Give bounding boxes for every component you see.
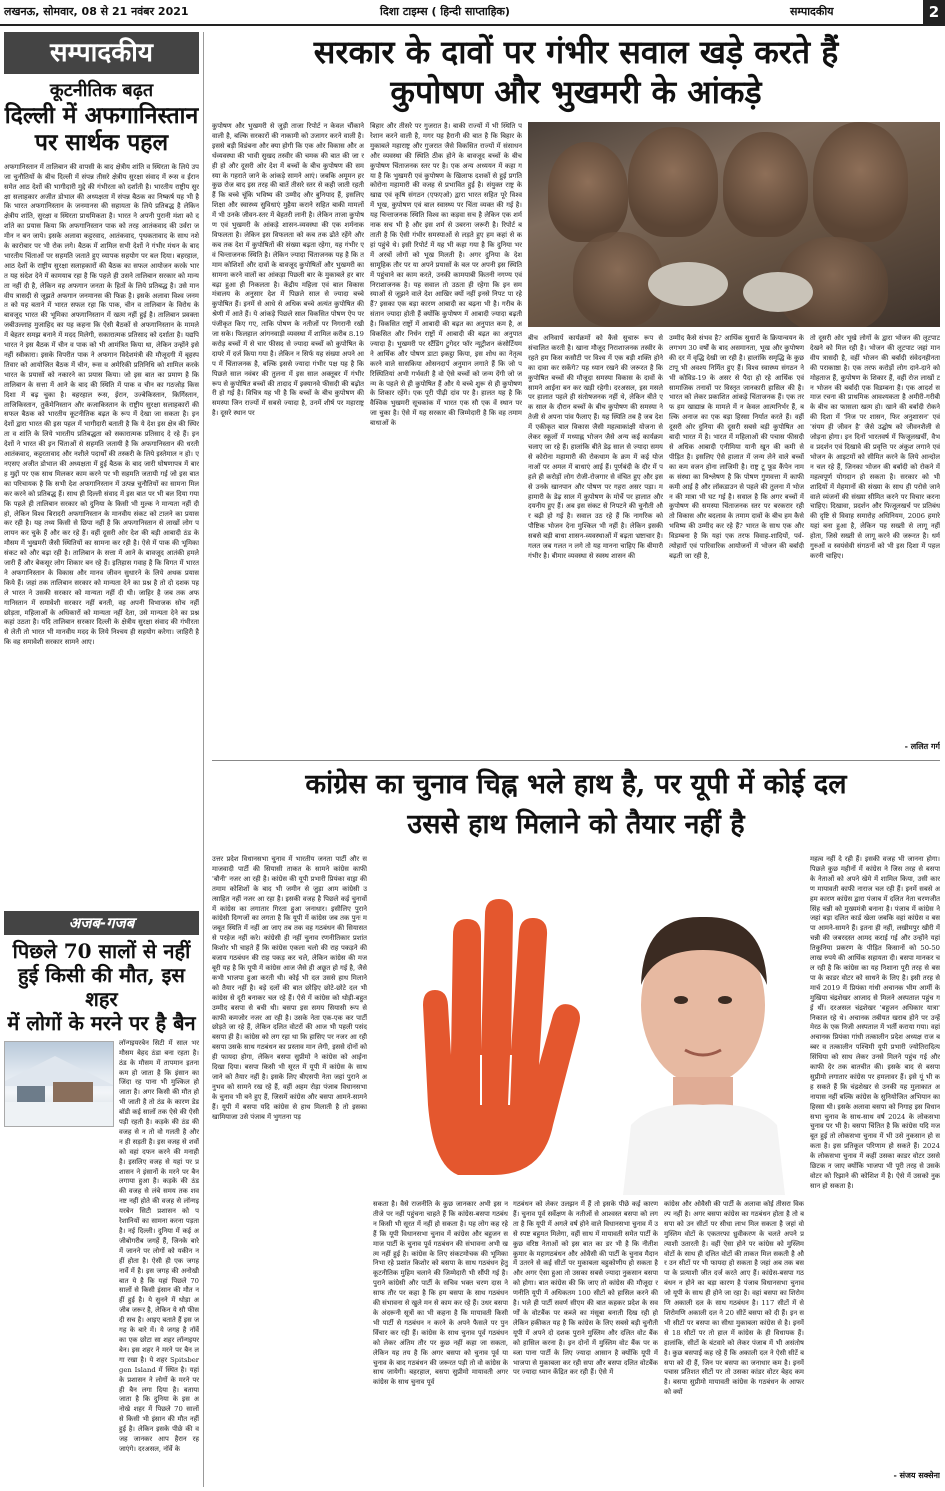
main-story-signature: - ललित गर्ग	[904, 741, 940, 751]
main-headline	[212, 32, 940, 112]
congress-col-5: महत्व नहीं दे रही हैं। इसकी वजह भी जानना होगा। पिछले कुछ महीनों में कांग्रेस ने जिस तरह से बसपा के नेताओं को अपने खेमे में शामिल किया, उसी कारण मायावती काफी नाराज चल रही हैं। इनमें सबसे अहम कारण कांग्रेस द्वारा पंजाब में दलित नेता चरणजीत सिंह चन्नी को मुख्यमंत्री बनाना है। पंजाब में कांग्रेस ने जहां बड़ा दलित कार्ड खेला जबकि वहां कांग्रेस व बसपा आमने-सामने हैं। इतना ही नहीं, लखीमपुर खीरी में चन्नी की जबरदस्त आमद कराई गई और उन्होंने यहां तिकुनिया प्रकरण के पीड़ित किसानों को 50-50 लाख रुपये की आर्थिक सहायता दी। बसपा मानकर चल रही है कि कांग्रेस का यह निशाना पूरी तरह से बसपा के काडर वोटर को साधने के लिए है। इसी तरह से मार्च 2019 में प्रियंका गांधी अचानक भीम आर्मी के मुखिया चंद्रशेखर आजाद से मिलने अस्पताल पहुंच गई थीं। दरअसल चंद्रशेखर 'बहुजन अधिकार यात्रा' निकाल रहे थे। अचानक तबीयत खराब होने पर उन्हें मेरठ के एक निजी अस्पताल में भर्ती कराया गया। वहां अचानक प्रियंका गांधी तत्कालीन प्रदेश अध्यक्ष राज बब्बर व तत्कालीन पश्चिमी यूपी प्रभारी ज्योतिरादित्य सिंधिया को साथ लेकर उनसे मिलने पहुंच गई और काफी देर तक बातचीत की। इसके बाद से बसपा सुप्रीमो लगातार कांग्रेस पर हमलावर हैं। इसे यूं भी कह सकते हैं कि चंद्रशेखर से उनकी यह मुलाकात अनायास नहीं बल्कि कांग्रेस के सुनियोजित अभियान का हिस्सा थी। इसके अलावा बसपा को निगाह इस विधानसभा चुनाव के साथ-साथ वर्ष 2024 के लोकसभा चुनाव पर भी है। बसपा चिंतित है कि कांग्रेस यदि मजबूत हुई तो लोकसभा चुनाव में भी उसे नुकसान हो सकता है। इस प्रतिकूल परिणाम हो सकते हैं। 2024 के लोकसभा चुनाव में कहीं उसका काडर वोटर उससे छिटक न जाए क्योंकि भाजपा भी पूरी तरह से उसके वोटर को रिझाने की कोशिश में है। ऐसे में उसको नुकसान हो सकता है।	[810, 855, 940, 1190]
congress-col-2: सकता है। वैसे राजनीति के कुछ जानकार अभी इस नतीजे पर नहीं पहुंचना चाहते हैं कि कांग्रेस-बसपा गठबंधन किसी भी सूरत में नहीं हो सकता है। यह लोग कह रहे हैं कि यूपी विधानसभा चुनाव में कांग्रेस और बहुजन समाज पार्टी के चुनाव पूर्व गठबंधन की संभावना अभी खत्म नहीं हुई है। कांग्रेस के लिए संकटमोचक की भूमिका निभा रहे प्रशांत किशोर को बसपा के साथ गठबंधन हेतु कूटनीतिक मुहिम चलाने की जिम्मेदारी भी सौंपी गई है। पुराने कांग्रेसी और पार्टी के सचिव भक्त चरण दास ने साफ तौर पर कहा है कि हम बसपा के साथ गठबंधन की संभावना से खुले मन से काम कर रहे हैं। उधर बसपा के अंदरूनी सूत्रों का भी कहना है कि मायावती किसी भी पार्टी से गठबंधन न करने के अपने फैसले पर पुनर्विचार कर रही हैं। कांग्रेस के साथ चुनाव पूर्व गठबंधन को लेकर अंतिम तौर पर कुछ नहीं कहा जा सकता, लेकिन यह तय है कि अगर बसपा को चुनाव पूर्व या चुनाव के बाद गठबंधन की जरूरत पड़ी तो वो कांग्रेस के साथ जायेगी। बहरहाल, बसपा सुप्रीमो मायावती अगर कांग्रेस के साथ चुनाव पूर्व	[373, 1200, 508, 1387]
page-number: 2	[923, 0, 945, 24]
editorial-body: अफगानिस्तान में तालिबान की वापसी के बाद क्षेत्रीय शांति व स्थिरता के लिये उपजा चुनौतियों के बीच दिल्ली में संपन्न तीसरे क्षेत्रीय सुरक्षा संवाद में रूस व ईरान समेत आठ देशों की भागीदारी मुद्दे की गंभीरता को दर्शाती है। भारतीय राष्ट्रीय सुरक्षा सलाहकार अजीत डोभाल की अध्यक्षता में संपन्न बैठक का निष्कर्ष यह भी है कि भारत अफगानिस्तान के जनमानस की सहायता के लिये प्रतिबद्ध है लेकिन क्षेत्रीय शांति, सुरक्षा व स्थिरता प्राथमिकता है। भारत ने अपनी पुरानी मंशा को दर्शाते का प्रयास किया कि अफगानिस्तान पाक को तरह आतंकवाद की उर्वरा जमीन न बन जाये। इसके अलावा कट्टरवाद, आतंकवाद, पृथकतावाद के साथ नशे के कारोबार पर भी रोक लगे। बैठक में शामिल सभी देशों ने गंभीर मंथन के बाद भारतीय चिंताओं पर सहमति जताते हुए व्यापक सहयोग पर बल दिया। बहरहाल, आठ देशों के राष्ट्रीय सुरक्षा सलाहकारों की बैठक का सफल आयोजन करके भारत यह संदेश देने में कामयाब रहा है कि पहले ही उसने तालिबान सरकार को मान्यता नहीं दी है, लेकिन वह अफगान जनता के हितों के लिये प्रतिबद्ध है। उसे मानवीय त्रासदी से जूझते अफगान जनमानस की फिक्र है। इसके अलावा विश्व जनमत को यह बताने में भारत सफल रहा कि पाक, चीन व तालिबान के विरोध के बावजूद भारत की भूमिका अफगानिस्तान में खत्म नहीं हुई है। तालिबान प्रवक्ता जबीउल्लाह मुजाहिद का यह कहना कि ऐसी बैठकों से अफगानिस्तान के मामले में बेहतर समझ बनाने में मदद मिलेगी, सकारात्मक प्रतिसाद को दर्शाता है। यद्यपि भारत ने इस बैठक में चीन व पाक को भी आमंत्रित किया था, लेकिन उन्होंने इसे नहीं स्वीकारा। इसके विपरीत पाक ने अफगान विदेशमंत्री की मौजूदगी में बृहस्पतिवार को आयोजित बैठक में चीन, रूस व अमेरिकी प्रतिनिधि को शामिल करके भारत के प्रयासों को नकारने का प्रयास किया। जो इस बात का प्रमाण है कि तालिबान के सत्ता में आने के बाद की स्थिति में पाक व चीन का गठजोड़ किस दिशा में बढ़ चुका है। बहरहाल रूस, ईरान, उज्बेकिस्तान, किर्गिस्तान, ताजिकिस्तान, तुर्केमेनिस्तान और कजाकिस्तान के राष्ट्रीय सुरक्षा सलाहकारों की सफल बैठक को भारतीय कूटनीतिक बढ़त के रूप में देखा जा सकता है। इन देशों द्वारा भारत की इस पहल में भागीदारी बताती है कि ये देश इस क्षेत्र की स्थिरता व शांति के लिये भारतीय प्रतिबद्धता को सकारात्मक प्रतिसाद दे रहे हैं। इन देशों ने भारत की इन चिंताओं से सहमति जतायी है कि अफगानिस्तान की धरती आतंकवाद, कट्टरतावाद और नशीले पदार्थों की तस्करी के लिये इस्तेमाल न हो। एनएसए अजीत डोभाल की अध्यक्षता में हुई बैठक के बाद जारी घोषणापत्र में बारह मुद्दों पर एक साथ मिलकर काम करने पर भी सहमति जतायी गई जो इस बात का परिचायक है कि सभी देश अफगानिस्तान में उत्पन्न चुनौतियों का सामना मिलकर करने को प्रतिबद्ध हैं। साथ ही दिल्ली संवाद में इस बात पर भी बल दिया गया कि पहले ही तालिबान सरकार को दुनिया के किसी भी मुल्क ने मान्यता नहीं दी हो, लेकिन विश्व बिरादरी अफगानिस्तान के मानवीय संकट को टालने का प्रयास कर रही है। यह तथ्य किसी से छिपा नहीं है कि अफगानिस्तान से लाखों लोग पलायन कर चुके हैं और कर रहे हैं। वहीं दूसरी ओर देश की बड़ी आबादी ठंड के मौसम में भुखमरी जैसी स्थितियों का सामना कर रही है। ऐसे में पाक की भूमिका संकट को और बढ़ा रही है। तालिबान के सत्ता में आने के बावजूद आतंकी हमले जारी हैं और बेकसूर लोग शिकार बन रहे हैं। इतिहास गवाह है कि विगत में भारत ने अफगानिस्तान के विकास और मानव जीवन सुधारने के लिये अथक प्रयास किये हैं। जहां तक तालिबान सरकार को मान्यता देने का प्रश्न है तो दो दशक पहले भारत ने उसकी सरकार को मान्यता नहीं दी थी। जाहिर है जब तक अफगानिस्तान में समावेशी सरकार नहीं बनती, वह अपनी विभाजक सोच नहीं छोड़ता, महिलाओं के अधिकारों को मान्यता नहीं देता, उसे मान्यता देने का प्रश्न कहां उठता है। यदि तालिबान सरकार दिल्ली के क्षेत्रीय सुरक्षा संवाद की गंभीरता से लेती तो भारत भी मानवीय मदद के लिये निश्चय ही सहयोग करेगा। जाहिरी है कि वह समावेशी सरकार सामने आए।	[4, 162, 199, 647]
congress-col-3: गठबंधन को लेकर उलझन में हैं तो इसके पीछे कई कारण हैं। चुनाव पूर्व सर्वेक्षण के नतीजों से आश्वस्त बसपा को लगता है कि यूपी में अगले वर्ष होने वाले विधानसभा चुनाव में उसे स्पष्ट बहुमत मिलेगा, वहीं साथ में मायावती समेत पार्टी के कुछ वरिष्ठ नेताओं को इस बात का डर भी है कि नीतीश कुमार के महागठबंधन और ओवैसी की पार्टी के चुनाव मैदान में उतरने से कई सीटों पर मुकाबला बहुकोणीय हो सकता है और अगर ऐसा हुआ तो उसका सबसे ज्यादा नुकसान बसपा को होगा। बात कांग्रेस की कि जाए तो कांग्रेस की मौजूदा रणनीति यूपी में अधिकतम 100 सीटों को हासिल करने की है। भले ही पार्टी सवर्ण सीएम की बात कहकर प्रदेश के सवर्णों के वोटबैंक पर कब्जे का मंसूबा बनाती दिख रही हो लेकिन हकीकत यह है कि कांग्रेस के लिए सबसे बड़ी चुनौती यूपी में अपने दो दशक पुराने मुस्लिम और दलित वोट बैंक को हासिल करना है। इन दोनों में मुस्लिम वोट बैंक पर कब्जा पाना पार्टी के लिए ज्यादा आसान है क्योंकि यूपी में भाजपा से मुकाबला कर रही सपा और बसपा दलित वोटबैंक पर ज्यादा ध्यान केंद्रित कर रही हैं। ऐसे में	[513, 1200, 658, 1377]
main-headline-line-1: सरकार के दावों पर गंभीर सवाल खड़े करते हैं	[313, 33, 839, 71]
headline-line-2: दिल्ली में अफगानिस्तान	[4, 101, 199, 129]
congress-headline	[212, 765, 940, 845]
congress-signature: - संजय सक्सेना	[893, 1470, 940, 1480]
ajab-headline-2: हुई किसी की मौत, इस शहर	[18, 962, 185, 1011]
ajab-headline	[4, 939, 199, 1035]
headline-line-1: कूटनीतिक बढ़त	[49, 80, 154, 101]
ajab-headline-1: पिछले 70 सालों से नहीं	[12, 938, 191, 963]
main-story-col-3: बीच अनिवार्य कार्यक्रमों को कैसे सुचारू रूप से संचालित करती है। खाना मौजूद निराशाजनक तस्वीर के रहते हम किस कसौटी पर विश्व में एक बड़ी शक्ति होने का दावा कर सकेंगे? यह ध्यान रखने की जरूरत है कि कुपोषित बच्चों की मौजूदा समस्या विकास के दावों के सामने आईना बन कर खड़ी रहेगी। दरअसल, इस मसले पर हालात पहले ही संतोषजनक नहीं थे, लेकिन बीते एक साल के दौरान बच्चों के बीच कुपोषण की समस्या ने तेजी से अपना पांव फैलाए हैं। यह स्थिति तब है जब देश में एकीकृत बाल विकास जैसी महत्वाकांक्षी योजना से लेकर स्कूलों में मध्याह्न भोजन जैसे अन्य कई कार्यक्रम चलाए जा रहे हैं। हालांकि बीते डेढ़ साल से ज्यादा समय से कोरोना महामारी की रोकथाम के क्रम में कई योजनाओं पर अमल में बाधाएं आई हैं। पूर्णबंदी के दौर में पहले ही करोड़ों लोग रोजी-रोजगार से वंचित हुए और इससे उनके खानपान और पोषण पर गहरा असर पड़ा। महामारी के डेढ़ साल में कुपोषण के मोर्चे पर हालात और दयनीय हुए हैं। अब इस संकट से निपटने की चुनौती और बढ़ी हो गई है। सवाल उठ रहे हैं कि नागरिक को पौष्टिक भोजन देना मुश्किल भी नहीं है। लेकिन इसकी सबसे बड़ी बाधा शासन-व्यवस्थाओं में बढ़ता भ्रष्टाचार है। गलत जब गलत न लगे तो यह मानना चाहिए कि बीमारी गंभीर है। बीमार व्यवस्था से स्वस्थ शासन की	[528, 334, 663, 560]
headline-line-3: पर सार्थक पहल	[34, 129, 169, 157]
main-headline-line-2: कुपोषण और भुखमरी के आंकड़े	[390, 73, 762, 111]
section-title: सम्पादकीय	[4, 32, 199, 74]
congress-headline-line-2: उससे हाथ मिलाने को तैयार नहीं है	[407, 809, 745, 840]
congress-col-1: उत्तर प्रदेश विधानसभा चुनाव में भारतीय जनता पार्टी और समाजवादी पार्टी की सियासी ताकत के सामने कांग्रेस काफी 'बौनी' नजर आ रही है। कांग्रेस की यूपी प्रभारी प्रियंका वाड्रा की तमाम कोशिशों के बाद भी जमीन से जुड़ा आम कांग्रेसी उत्साहित नहीं नजर आ रहा है। इसकी वजह है पिछले कई चुनावों में कांग्रेस का लगातार गिरता हुआ जनाधार। इसीलिए पुराने कांग्रेसी दिग्गजों का लगता है कि यूपी में कांग्रेस जब तक पुनः मजबूत स्थिति में नहीं आ जाए तब तक वह गठबंधन की सियासत से परहेज नहीं करे। कांग्रेसी ही नहीं चुनाव रणनीतिकार प्रशांत किशोर भी चाहते हैं कि कांग्रेस एकला चलो की राह पकड़ने की बजाय गठबंधन की राह पकड़ कर चले, लेकिन कांग्रेस की मजबूरी यह है कि यूपी में कांग्रेस आज जैसे ही अछूत हो गई है, जैसे कभी भाजपा हुआ करती थी। कोई भी दल उससे हाथ मिलाने को तैयार नहीं है। बड़े दलों की बात छोड़िए छोटे-छोटे दल भी कांग्रेस से दूरी बनाकर चल रहे हैं। ऐसे में कांग्रेस को थोड़ी-बहुत उम्मीद बसपा से बची थी। बसपा इस समय सियासी रूप से काफी कमजोर नजर आ रही है। उसके नेता एक-एक कर पार्टी छोड़ते जा रहे हैं, लेकिन दलित वोटरों की आज भी पहली पसंद बसपा ही है। कांग्रेस को लग रहा था कि हासिए पर नजर आ रही बसपा उसके साथ गठबंधन का प्रस्ताव मान लेगी, इससे दोनों को ही फायदा होगा, लेकिन बसपा सुप्रीमो ने कांग्रेस को आईना दिखा दिया। बसपा किसी भी सूरत में यूपी में कांग्रेस के साथ जाने को तैयार नहीं है। इसके लिए बीएसपी नेता जहां पुराने अनुभव को सामने रख रहे हैं, वहीं अहम रोड़ा पंजाब विधानसभा के चुनाव भी बने हुए हैं, जिसमें कांग्रेस और बसपा आमने-सामने हैं। यूपी में बसपा यदि कांग्रेस से हाथ मिलाती है तो इसका खामियाजा उसे पंजाब में भुगतना पड़	[212, 855, 367, 1121]
congress-headline-line-1: कांग्रेस का चुनाव चिह्न भले हाथ है, पर यूपी में कोई दल	[305, 769, 847, 800]
editorial-column	[4, 32, 204, 1487]
main-story-col-5: तो दूसरी ओर भूखे लोगों के द्वारा भोजन की लूटपाट देखने को मिल रही है। भोजन की लूटपाट जहां मानवीय त्रासदी है, वहीं भोजन की बर्बादी संवेदनहीनता की पराकाष्ठा है। एक तरफ करोड़ों लोग दाने-दाने को मोहताज हैं, कुपोषण के शिकार हैं, वहीं रोज लाखों टन भोजन की बर्बादी एक विडम्बना है। एक आदर्श समाज रचना की प्राथमिक आवश्यकता है अमीरी-गरीबी के बीच का फासला खत्म हो। खाने की बर्बादी रोकने की दिशा में 'निज पर शासन, फिर अनुशासन' एवं 'संयम ही जीवन है' जैसे उद्घोष को जीवनशैली से जोड़ना होगा। इन दिनों भारतवर्ष में फिजूलखर्ची, वैभव प्रदर्शन एवं दिखावे की प्रवृत्ति पर अंकुश लगाने एवं भोजन के आइटमों को सीमित करने के लिये आन्दोलन चल रहे हैं, जिनका भोजन की बर्बादी को रोकने में महत्वपूर्ण योगदान हो सकता है। सरकार को भी शादियों में मेहमानों की संख्या के साथ ही परोसे जाने वाले व्यंजनों की संख्या सीमित करने पर विचार करना चाहिए। दिखावा, प्रदर्शन और फिजूलखर्च पर प्रतिबंध की दृष्टि से विवाह समारोह अधिनियम, 2006 हमारे यहां बना हुआ है, लेकिन यह सख्ती से लागू नहीं होता, जिसे सख्ती से लागू करने की जरूरत है। धर्मगुरुओं व स्वयंसेवी संगठनों को भी इस दिशा में पहल करनी चाहिए।	[810, 334, 940, 560]
congress-photo	[373, 855, 805, 1195]
ajab-gajab-band: अजब-गजब	[4, 911, 199, 935]
masthead-section: सम्पादकीय	[790, 5, 834, 18]
congress-col-4: कांग्रेस और ओवैसी की पार्टी के अलावा कोई तीसरा विकल्प नहीं है। अगर बसपा कांग्रेस का गठबंधन होता है तो बसपा को उन सीटों पर सीधा लाभ मिल सकता है जहां वो मुस्लिम वोटों के एकतरफा ध्रुवीकरण के चलते अपने प्रत्याशी उतारती है। वहीं ऐसा होने पर कांग्रेस को मुस्लिम वोटों के साथ ही दलित वोटों की ताकत मिल सकती है और उन सीटों पर भी फायदा हो सकता है जहां अब तक बसपा के प्रत्याशी जीत दर्ज करते आए हैं। कांग्रेस-बसपा गठबंधन न होने का बड़ा कारण है पंजाब विधानसभा चुनाव जो यूपी के साथ ही होने जा रहा है। वहां बसपा का शिरोमणि अकाली दल के साथ गठबंधन है। 117 सीटों में से शिरोमणि अकाली दल ने 20 सीटें बसपा को दी हैं। इन सभी सीटों पर बसपा का सीधा मुकाबला कांग्रेस से है। इनमें से 18 सीटों पर तो हाल में कांग्रेस के ही विधायक हैं। हालांकि, सीटों के बंटवारे को लेकर पंजाब में भी असंतोष है। कुछ बसपाई कह रहे हैं कि अकाली दल ने ऐसी सीटें बसपा को दी हैं, जिन पर बसपा का जनाधार कम है। इनमें पचास प्रतिशत सीटों पर तो उसका कांडर वोटर बेहद कम है। बसपा सुप्रीमो मायावती कांग्रेस के गठबंधन के आफर को क्यों	[664, 1200, 804, 1397]
section-divider	[212, 760, 940, 761]
main-story-col-4: उम्मीद कैसे संभव है? आर्थिक सुधारों के क्रियान्वयन के लगभग 30 वर्षों के बाद असमानता, भूख और कुपोषण की दर में वृद्धि देखी जा रही है। हालांकि समृद्धि के कुछ टापू भी अवश्य निर्मित हुए हैं। विश्व स्वास्थ्य संगठन ने भी कोविड-19 के असर से पैदा हो रहे आर्थिक एवं सामाजिक तनावों पर विस्तृत जानकारी हासिल की है। भारत को लेकर प्रकाशित आंकड़े चिंताजनक हैं। एक तरफ हम खाद्यान्न के मामले में न केवल आत्मनिर्भर हैं, बल्कि अनाज का एक बड़ा हिस्सा निर्यात करते हैं। वहीं दूसरी ओर दुनिया की दूसरी सबसे बड़ी कुपोषित आबादी भारत में है। भारत में महिलाओं की पचास फीसदी से अधिक आबादी एनीमिया यानी खून की कमी से पीड़ित है। इसलिए ऐसे हालात में जन्म लेने वाले बच्चों का कम वजन होना लाजिमी है। राष्ट्र टू फूड कैंपेन नामक संस्था का विश्लेषण है कि पोषण गुणवत्ता में काफी कमी आई है और लॉकडाउन से पहले की तुलना में भोजन की मात्रा भी घट गई है। सवाल है कि अगर बच्चों में कुपोषण की समस्या चिंताजनक स्तर पर बरकरार रही तो विकास और बदलाव के तमाम दावों के बीच हम कैसे भविष्य की उम्मीद कर रहे हैं? भारत के साथ एक और विडम्बना है कि यहां एक तरफ विवाह-शादियों, पर्व-त्योहारों एवं पारिवारिक आयोजनों में भोजन की बर्बादी बढ़ती जा रही है,	[669, 334, 804, 560]
ajab-body: लॉन्गइयरबेन सिटी में साल भर मौसम बेहद ठंडा बना रहता है। ठंड के मौसम में तापमान इतना कम हो जाता है कि इंसान का जिंदा रह पाना भी मुश्किल हो जाता है। अगर किसी की मौत हो भी जाती है तो ठंड के कारण डेड बॉडी कई सालों तक ऐसे की ऐसी पड़ी रहती है। कड़के की ठंड की वजह से न तो वो गलती है और न ही सड़ती है। इस वजह से शवों को वहां दफन करने की मनाही है। इसलिए वजह से यहां पर प्रशासन ने इंसानों के मरने पर बैन लगाया हुआ है। कड़के की ठंड की वजह से लंबे समय तक शव नष्ट नहीं होते की वजह से लॉन्गइयरबेन सिटी प्रशासन को परेशानियों का सामना करना पड़ता है। नई दिल्ली। दुनिया में कई अजीबोगरीब जगहें हैं, जिनके बारे में जानने पर लोगों को यकीन नहीं होता है। ऐसी ही एक जगह नार्वे में है। इस जगह की अनोखी बात ये है कि यहां पिछले 70 सालों से किसी इंसान की मौत नहीं हुई है। ये सुनने में थोड़ा अजीब जरूर है, लेकिन ये सौ फीसदी सच है। आइए बताते हैं इस जगह के बारे में। ये जगह है नॉर्वे का एक छोटा सा शहर लॉन्गइयरबेन। इस शहर ने मरने पर बैन लगा रखा है। ये शहर Spitsbergen Island में स्थित है। यहां के प्रशासन ने लोगों के मरने पर ही बैन लगा दिया है। बताया जाता है कि दुनिया के इस अनोखे शहर में पिछले 70 सालों से किसी भी इंसान की मौत नहीं हुई है। लेकिन इसके पीछे की वजह जानकर आप हैरान रह जाएंगे। दरअसल, नॉर्वे के	[119, 1038, 199, 1453]
ajab-headline-3: में लोगों के मरने पर है बैन	[7, 1010, 196, 1035]
masthead-date: लखनऊ, सोमवार, 08 से 21 नवंबर 2021	[4, 5, 189, 18]
main-story-col-5-wrap	[810, 334, 940, 754]
congress-col-5-wrap	[810, 855, 940, 1487]
masthead-title: दिशा टाइम्स ( हिन्दी साप्ताहिक)	[380, 5, 510, 18]
snow-town-photo	[4, 1041, 114, 1127]
main-story-col-2: बिहार और तीसरे पर गुजरात है। बाकी राज्यों में भी स्थिति परेशान करने वाली है, मगर यह हैरानी की बात है कि बिहार के मुकाबले महाराष्ट्र और गुजरात जैसे विकसित राज्यों में संसाधन और व्यवस्था की स्थिति ठीक होने के बावजूद बच्चों के बीच कुपोषण चिंताजनक स्तर पर है। एक अन्य अध्ययन में कहा गया है कि भुखमरी एवं कुपोषण के खिलाफ दशकों से हुई प्रगति कोरोना महामारी की वजह से प्रभावित हुई है। संयुक्त राष्ट्र के खाद्य एवं कृषि संगठन (एफएओ) द्वारा भारत सहित पूरे विश्व में भूख, कुपोषण एवं बाल स्वास्थ्य पर चिंता व्यक्त की गई है। यह चिन्ताजनक स्थिति विश्व का कड़वा सच है लेकिन एक शर्मनाक सच भी है और इस शर्म से उबरना जरूरी है। रिपोर्ट बताती है कि ऐसी गंभीर समस्याओं से लड़ते हुए हम कहां से कहां पहुंचे थे। इसी रिपोर्ट में यह भी कहा गया है कि दुनिया भर में अरबों लोगों को भूख मिलती है। अगर दुनिया के देश सामूहिक तौर पर या अपने प्रयासों के बल पर अपनी इस स्थिति में पहुंचाने का काम करते, उनकी कामयाबी कितनी नगण्य एवं निराशाजनक है। यह सवाल तो उठता ही रहेगा कि इन समस्याओं से जूझने वाले देश आखिर क्यों नहीं इनसे निपट पा रहे हैं? इसका एक बड़ा कारण आबादी का बढ़ना भी है। गरीब के संतान ज्यादा होती हैं क्योंकि कुपोषण में आबादी ज्यादा बढ़ती है। विकसित राष्ट्रों में आबादी की बढ़त का अनुपात कम है, अविकसित और निर्धन राष्ट्रों में आबादी की बढ़त का अनुपात ज्यादा है। भुखमरी पर स्टैंडिंग टुगेदर फॉर न्यूट्रीशन कंसोर्टियम ने आर्थिक और पोषण डाटा इकट्ठा किया, इस शोध का नेतृत्व करने वाले सासकिया ओसनदार्प अनुमान लगाते हैं कि जो परिस्थितियां अभी गर्भवती है वो ऐसे बच्चों को जन्म देंगी जो जन्म के पहले से ही कुपोषित हैं और ये बच्चे शुरू से ही कुपोषण के शिकार रहेंगे। एक पूरी पीढ़ी दांव पर है। हालत यह है कि वैश्विक भुखमरी सूचकांक में भारत एक सौ एक वें स्थान पर जा चुका है। ऐसे में यह सरकार की जिम्मेदारी है कि वह तमाम बाधाओं के	[370, 122, 522, 428]
main-story-col-1: कुपोषण और भुखमरी से जुड़ी ताजा रिपोर्ट न केवल चौंकाने वाली है, बल्कि सरकारों की नाकामी को उजागर करने वाली है। इससे बड़ी विडंबना और क्या होगी कि एक ओर विकास और अर्थव्यवस्था की भावी सुखद तस्वीर की चमक की बात की जा रही हो और दूसरी ओर देश में बच्चों के बीच कुपोषण की समस्या के गहराते जाने के आंकड़े सामने आएं। जबकि अमूमन हर कुछ रोज बाद इस तरह की बातें तीसरे स्तर से कही जाती रहती हैं कि बच्चे चूंकि भविष्य की उम्मीद और बुनियाद हैं, इसलिए शिक्षा और स्वास्थ्य सुविधाएं मुहैया कराने सहित बाकी मामलों में भी उनके जीवन-स्तर में बेहतरी लानी है। लेकिन ताजा कुपोषण एवं भुखमरी के आंकड़े शासन-व्यवस्था की एक शर्मनाक विफलता है। लेकिन इस विफलता को कब तक ढोते रहेंगे और कब तक देश में कुपोषितों की संख्या बढ़ता रहेगा, यह गंभीर एवं चिन्ताजनक स्थिति है। लेकिन ज्यादा चिंताजनक यह है कि तमाम कोशिशों और दावों के बावजूद कुपोषितों और भुखमरी का सामना करने वालों का आंकड़ा पिछली बार के मुकाबले हर बार बढ़ा हुआ ही निकलता है। केंद्रीय महिला एवं बाल विकास मंत्रालय के अनुसार देश में पिछले साल से ज्यादा बच्चे कुपोषित हैं। इनमें से आधे से अधिक बच्चे अत्यंत कुपोषित की श्रेणी में आते हैं। ये आंकड़े पिछले साल विकसित पोषण ऐप पर पंजीकृत किए गए, ताकि पोषण के नतीजों पर निगरानी रखी जा सके। फिलहाल आंगनवाड़ी व्यवस्था में शामिल करीब 8.19 करोड़ बच्चों में से चार फीसद से ज्यादा बच्चों को कुपोषित के दायरे में दर्ज किया गया है। लेकिन न सिर्फ यह संख्या अपने आप में चिंताजनक है, बल्कि इससे ज्यादा गंभीर पक्ष यह है कि पिछले साल नवंबर की तुलना में इस साल अक्तूबर में गंभीर रूप से कुपोषित बच्चों की तादाद में इक्यानवे फीसदी की बढ़ोतरी हो गई है। विचित्र यह भी है कि बच्चों के बीच कुपोषण की समस्या जिन राज्यों में सबसे ज्यादा है, उनमें शीर्ष पर महाराष्ट्र है। दूसरे स्थान पर	[212, 122, 364, 418]
masthead	[0, 0, 945, 26]
editorial-headline	[4, 80, 199, 157]
hand-symbol-icon	[373, 855, 805, 1195]
hungry-children-photo	[528, 122, 940, 327]
